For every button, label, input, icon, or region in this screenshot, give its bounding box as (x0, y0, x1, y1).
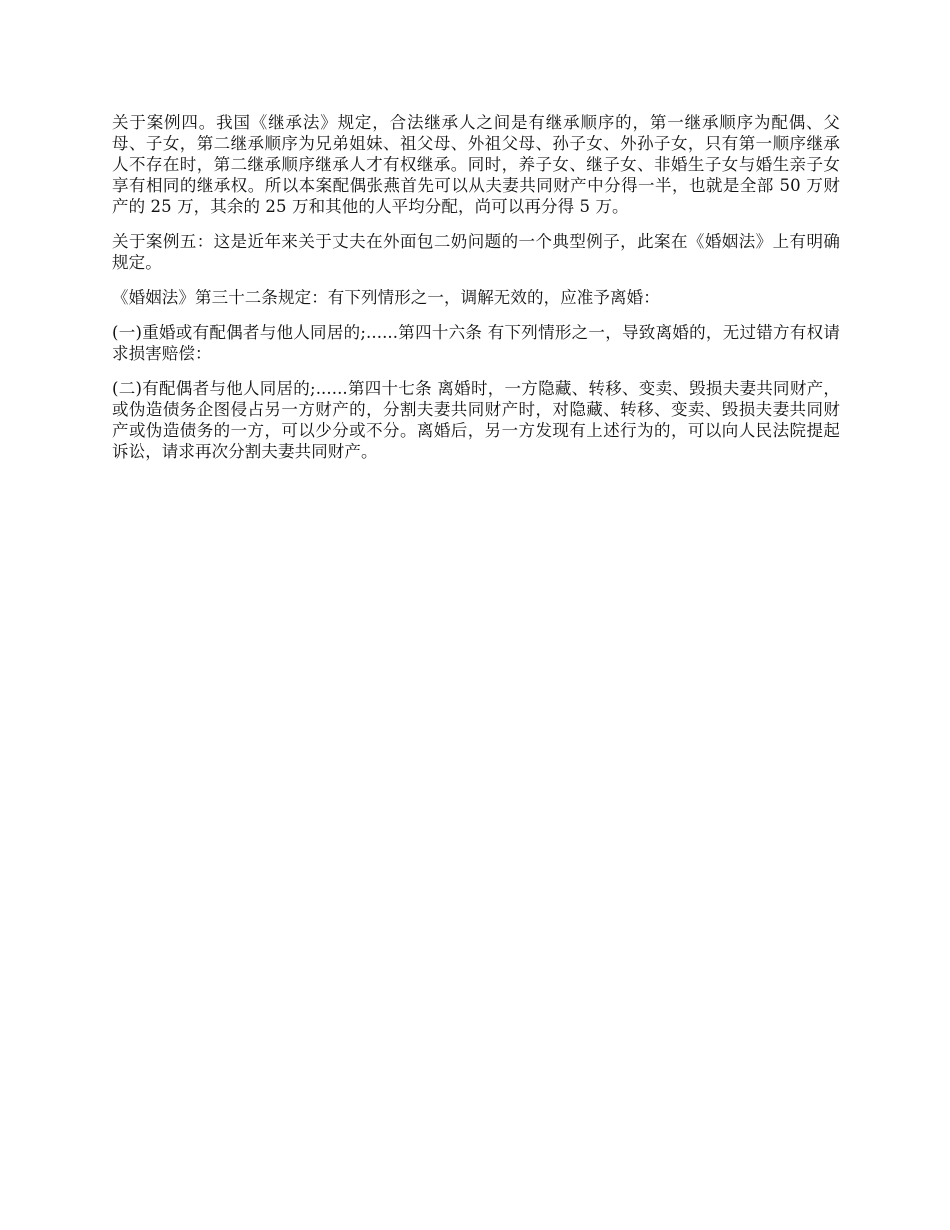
paragraph-case-five: 关于案例五：这是近年来关于丈夫在外面包二奶问题的一个典型例子，此案在《婚姻法》上有明确规定。 (112, 232, 840, 272)
paragraph-item-one: (一)重婚或有配偶者与他人同居的;......第四十六条 有下列情形之一，导致离婚的，无过错方有权请求损害赔偿： (112, 323, 840, 363)
paragraph-case-four: 关于案例四。我国《继承法》规定，合法继承人之间是有继承顺序的，第一继承顺序为配偶、父母、子女，第二继承顺序为兄弟姐妹、祖父母、外祖父母、孙子女、外孙子女，只有第一顺序继承人不存在时，第二继承顺序继承人才有权继承。同时，养子女、继子女、非婚生子女与婚生亲子女享有相同的继承权。所以本案配偶张燕首先可以从夫妻共同财产中分得一半，也就是全部 50 万财产的 25 万，其余的 25 万和其他的人平均分配，尚可以再分得 5 万。 (112, 113, 840, 216)
paragraph-article-32: 《婚姻法》第三十二条规定：有下列情形之一，调解无效的，应准予离婚： (112, 288, 660, 307)
document-body (112, 112, 840, 476)
paragraph-item-two: (二)有配偶者与他人同居的;......第四十七条 离婚时，一方隐藏、转移、变卖、毁损夫妻共同财产，或伪造债务企图侵占另一方财产的，分割夫妻共同财产时，对隐藏、转移、变卖、毁损夫妻共同财产或伪造债务的一方，可以少分或不分。离婚后，另一方发现有上述行为的，可以向人民法院提起诉讼，请求再次分割夫妻共同财产。 (112, 379, 840, 461)
